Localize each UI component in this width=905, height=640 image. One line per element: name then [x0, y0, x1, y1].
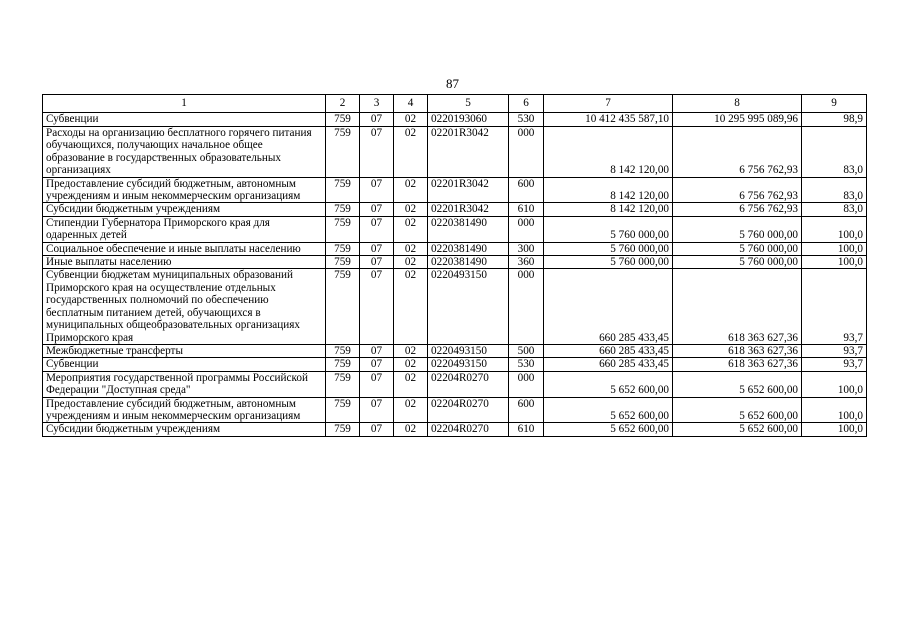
expense-type-cell: 600 — [509, 397, 544, 423]
section-code-cell: 07 — [360, 256, 394, 269]
expense-type-cell: 000 — [509, 216, 544, 242]
target-article-cell: 0220493150 — [428, 358, 509, 371]
planned-amount-cell: 5 652 600,00 — [544, 397, 673, 423]
executed-amount-cell: 6 756 762,93 — [673, 177, 802, 203]
executed-amount-cell: 5 760 000,00 — [673, 242, 802, 255]
expense-type-cell: 000 — [509, 269, 544, 344]
target-article-cell: 0220381490 — [428, 216, 509, 242]
ministry-code-cell: 759 — [326, 127, 360, 178]
planned-amount-cell: 660 285 433,45 — [544, 344, 673, 357]
section-code-cell: 07 — [360, 344, 394, 357]
executed-amount-cell: 5 760 000,00 — [673, 256, 802, 269]
header-cell: 6 — [509, 95, 544, 113]
item-name-cell: Субсидии бюджетным учреждениям — [43, 423, 326, 436]
item-name-cell: Субсидии бюджетным учреждениям — [43, 203, 326, 216]
target-article-cell: 02201R3042 — [428, 127, 509, 178]
planned-amount-cell: 660 285 433,45 — [544, 269, 673, 344]
header-cell: 4 — [394, 95, 428, 113]
target-article-cell: 02201R3042 — [428, 177, 509, 203]
table-row — [43, 344, 867, 357]
header-cell: 5 — [428, 95, 509, 113]
item-name-cell: Субвенции — [43, 113, 326, 127]
table-row — [43, 203, 867, 216]
ministry-code-cell: 759 — [326, 344, 360, 357]
ministry-code-cell: 759 — [326, 256, 360, 269]
subsection-code-cell: 02 — [394, 269, 428, 344]
ministry-code-cell: 759 — [326, 113, 360, 127]
expense-type-cell: 610 — [509, 423, 544, 436]
percent-cell: 83,0 — [802, 177, 867, 203]
ministry-code-cell: 759 — [326, 203, 360, 216]
planned-amount-cell: 5 760 000,00 — [544, 216, 673, 242]
header-cell: 3 — [360, 95, 394, 113]
subsection-code-cell: 02 — [394, 127, 428, 178]
percent-cell: 93,7 — [802, 358, 867, 371]
table-body — [43, 95, 867, 437]
header-cell: 2 — [326, 95, 360, 113]
percent-cell: 93,7 — [802, 344, 867, 357]
header-cell: 1 — [43, 95, 326, 113]
executed-amount-cell: 5 652 600,00 — [673, 371, 802, 397]
section-code-cell: 07 — [360, 203, 394, 216]
executed-amount-cell: 5 652 600,00 — [673, 423, 802, 436]
table-row — [43, 127, 867, 178]
target-article-cell: 0220493150 — [428, 269, 509, 344]
item-name-cell: Предоставление субсидий бюджетным, автономным учреждениям и иным некоммерческим организациям — [43, 397, 326, 423]
subsection-code-cell: 02 — [394, 344, 428, 357]
subsection-code-cell: 02 — [394, 203, 428, 216]
planned-amount-cell: 5 652 600,00 — [544, 423, 673, 436]
planned-amount-cell: 5 760 000,00 — [544, 256, 673, 269]
ministry-code-cell: 759 — [326, 358, 360, 371]
item-name-cell: Субвенции — [43, 358, 326, 371]
section-code-cell: 07 — [360, 113, 394, 127]
ministry-code-cell: 759 — [326, 242, 360, 255]
expense-type-cell: 600 — [509, 177, 544, 203]
section-code-cell: 07 — [360, 242, 394, 255]
table-row — [43, 423, 867, 436]
section-code-cell: 07 — [360, 127, 394, 178]
item-name-cell: Стипендии Губернатора Приморского края для одаренных детей — [43, 216, 326, 242]
executed-amount-cell: 5 652 600,00 — [673, 397, 802, 423]
header-cell: 8 — [673, 95, 802, 113]
planned-amount-cell: 660 285 433,45 — [544, 358, 673, 371]
target-article-cell: 0220381490 — [428, 256, 509, 269]
executed-amount-cell: 6 756 762,93 — [673, 203, 802, 216]
budget-table — [42, 94, 867, 437]
percent-cell: 83,0 — [802, 127, 867, 178]
subsection-code-cell: 02 — [394, 242, 428, 255]
target-article-cell: 0220381490 — [428, 242, 509, 255]
expense-type-cell: 000 — [509, 127, 544, 178]
ministry-code-cell: 759 — [326, 269, 360, 344]
target-article-cell: 02204R0270 — [428, 423, 509, 436]
ministry-code-cell: 759 — [326, 216, 360, 242]
executed-amount-cell: 10 295 995 089,96 — [673, 113, 802, 127]
header-cell: 9 — [802, 95, 867, 113]
ministry-code-cell: 759 — [326, 423, 360, 436]
planned-amount-cell: 10 412 435 587,10 — [544, 113, 673, 127]
target-article-cell: 02201R3042 — [428, 203, 509, 216]
section-code-cell: 07 — [360, 177, 394, 203]
item-name-cell: Расходы на организацию бесплатного горячего питания обучающихся, получающих начальное общее образование в государственных образовательных организациях — [43, 127, 326, 178]
percent-cell: 100,0 — [802, 423, 867, 436]
percent-cell: 100,0 — [802, 256, 867, 269]
executed-amount-cell: 618 363 627,36 — [673, 358, 802, 371]
executed-amount-cell: 618 363 627,36 — [673, 344, 802, 357]
percent-cell: 100,0 — [802, 397, 867, 423]
target-article-cell: 02204R0270 — [428, 371, 509, 397]
expense-type-cell: 300 — [509, 242, 544, 255]
executed-amount-cell: 5 760 000,00 — [673, 216, 802, 242]
table-row — [43, 397, 867, 423]
percent-cell: 93,7 — [802, 269, 867, 344]
expense-type-cell: 500 — [509, 344, 544, 357]
planned-amount-cell: 5 760 000,00 — [544, 242, 673, 255]
planned-amount-cell: 8 142 120,00 — [544, 177, 673, 203]
subsection-code-cell: 02 — [394, 113, 428, 127]
header-row — [43, 95, 867, 113]
section-code-cell: 07 — [360, 358, 394, 371]
expense-type-cell: 360 — [509, 256, 544, 269]
expense-type-cell: 530 — [509, 113, 544, 127]
subsection-code-cell: 02 — [394, 371, 428, 397]
item-name-cell: Иные выплаты населению — [43, 256, 326, 269]
executed-amount-cell: 6 756 762,93 — [673, 127, 802, 178]
item-name-cell: Предоставление субсидий бюджетным, автономным учреждениям и иным некоммерческим организациям — [43, 177, 326, 203]
expense-type-cell: 000 — [509, 371, 544, 397]
ministry-code-cell: 759 — [326, 177, 360, 203]
table-row — [43, 256, 867, 269]
table-row — [43, 358, 867, 371]
table-row — [43, 113, 867, 127]
ministry-code-cell: 759 — [326, 371, 360, 397]
table-row — [43, 371, 867, 397]
subsection-code-cell: 02 — [394, 256, 428, 269]
page-number: 87 — [446, 76, 459, 91]
item-name-cell: Субвенции бюджетам муниципальных образований Приморского края на осуществление отдельных государственных полномочий по обеспечению бесплатным питанием детей, обучающихся в муниципальных общеобразовательных организациях Приморского края — [43, 269, 326, 344]
percent-cell: 98,9 — [802, 113, 867, 127]
subsection-code-cell: 02 — [394, 397, 428, 423]
header-cell: 7 — [544, 95, 673, 113]
item-name-cell: Социальное обеспечение и иные выплаты населению — [43, 242, 326, 255]
section-code-cell: 07 — [360, 397, 394, 423]
subsection-code-cell: 02 — [394, 216, 428, 242]
item-name-cell: Межбюджетные трансферты — [43, 344, 326, 357]
target-article-cell: 0220193060 — [428, 113, 509, 127]
table-row — [43, 216, 867, 242]
section-code-cell: 07 — [360, 216, 394, 242]
section-code-cell: 07 — [360, 423, 394, 436]
target-article-cell: 0220493150 — [428, 344, 509, 357]
table-row — [43, 269, 867, 344]
section-code-cell: 07 — [360, 371, 394, 397]
planned-amount-cell: 8 142 120,00 — [544, 127, 673, 178]
executed-amount-cell: 618 363 627,36 — [673, 269, 802, 344]
percent-cell: 100,0 — [802, 242, 867, 255]
subsection-code-cell: 02 — [394, 423, 428, 436]
expense-type-cell: 610 — [509, 203, 544, 216]
percent-cell: 83,0 — [802, 203, 867, 216]
table-row — [43, 177, 867, 203]
planned-amount-cell: 5 652 600,00 — [544, 371, 673, 397]
section-code-cell: 07 — [360, 269, 394, 344]
expense-type-cell: 530 — [509, 358, 544, 371]
percent-cell: 100,0 — [802, 371, 867, 397]
item-name-cell: Мероприятия государственной программы Российской Федерации "Доступная среда" — [43, 371, 326, 397]
subsection-code-cell: 02 — [394, 177, 428, 203]
target-article-cell: 02204R0270 — [428, 397, 509, 423]
ministry-code-cell: 759 — [326, 397, 360, 423]
percent-cell: 100,0 — [802, 216, 867, 242]
subsection-code-cell: 02 — [394, 358, 428, 371]
planned-amount-cell: 8 142 120,00 — [544, 203, 673, 216]
table-row — [43, 242, 867, 255]
